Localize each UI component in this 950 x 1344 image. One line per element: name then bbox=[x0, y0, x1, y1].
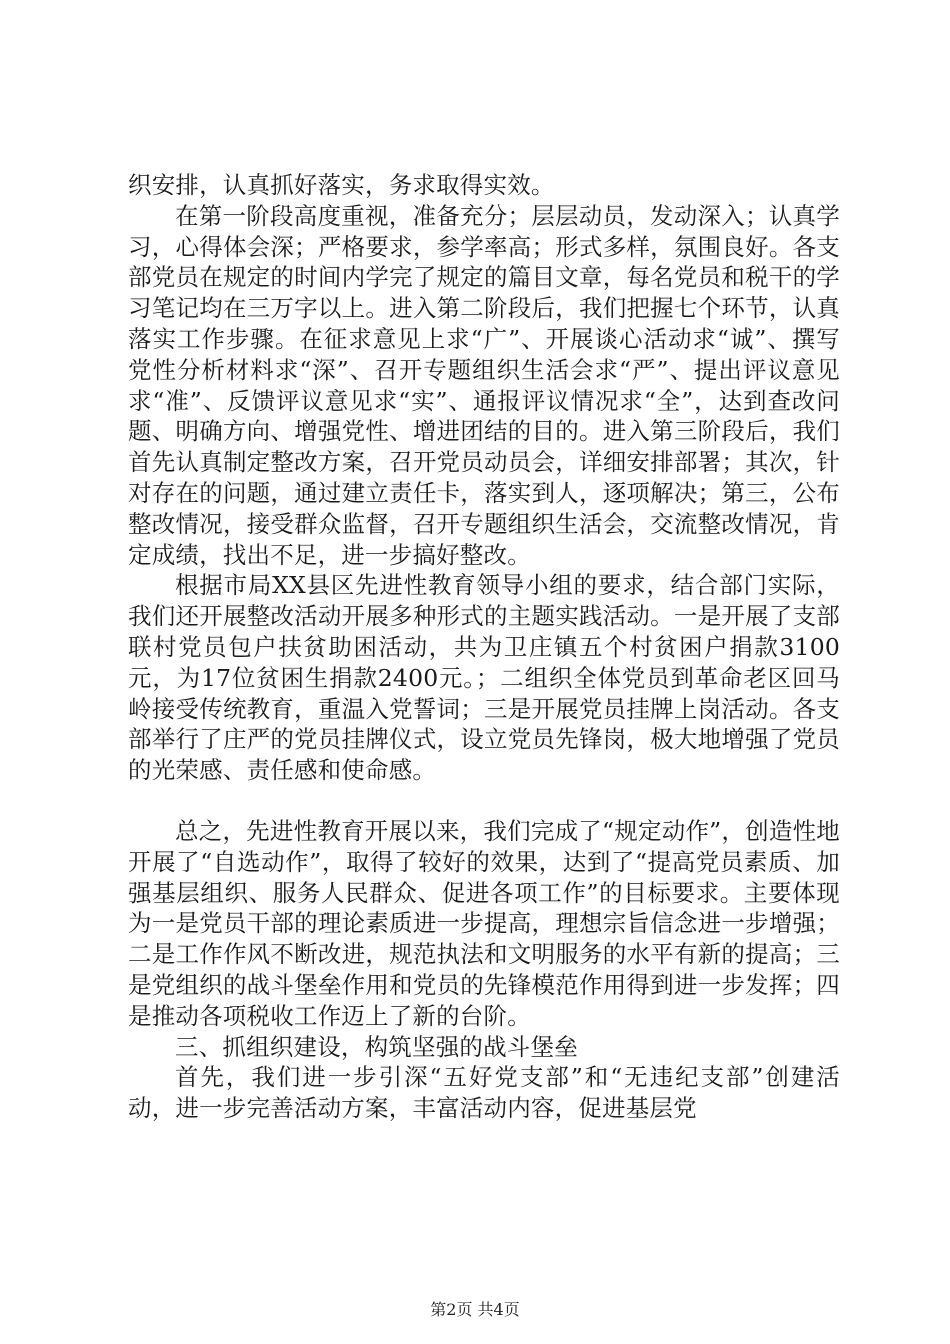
document-body bbox=[128, 170, 840, 1124]
paragraph-continuation: 织安排，认真抓好落实，务求取得实效。 bbox=[128, 171, 555, 199]
page-number-footer: 第2页 共4页 bbox=[430, 1300, 520, 1319]
paragraph-stages: 在第一阶段高度重视，准备充分；层层动员，发动深入；认真学习，心得体会深；严格要求，参学率高；形式多样，氛围良好。各支部党员在规定的时间内学完了规定的篇目文章，每名党员和税干的学习笔记均在三万字以上。进入第二阶段后，我们把握七个环节，认真落实工作步骤。在征求意见上求“广”、开展谈心活动求“诚”、撰写党性分析材料求“深”、召开专题组织生活会求“严”、提出评议意见求“准”、反馈评议意见求“实”、通报评议情况求“全”，达到查改问题、明确方向、增强党性、增进团结的目的。进入第三阶段后，我们首先认真制定整改方案，召开党员动员会，详细安排部署；其次，针对存在的问题，通过建立责任卡，落实到人，逐项解决；第三，公布整改情况，接受群众监督，召开专题组织生活会，交流整改情况，肯定成绩，找出不足，进一步搞好整改。 bbox=[128, 201, 840, 569]
section-heading: 三、抓组织建设，构筑坚强的战斗堡垒 bbox=[175, 1032, 578, 1061]
paragraph-gap bbox=[128, 786, 840, 816]
paragraph-summary: 总之，先进性教育开展以来，我们完成了“规定动作”，创造性地开展了“自选动作”，取得了较好的效果，达到了“提高党员素质、加强基层组织、服务人民群众、促进各项工作”的目标要求。主要体现为一是党员干部的理论素质进一步提高，理想宗旨信念进一步增强；二是工作作风不断改进，规范执法和文明服务的水平有新的提高；三是党组织的战斗堡垒作用和党员的先锋模范作用得到进一步发挥；四是推动各项税收工作迈上了新的台阶。 bbox=[128, 816, 840, 1030]
paragraph-organization-building: 首先，我们进一步引深“五好党支部”和“无违纪支部”创建活动，进一步完善活动方案，丰富活动内容，促进基层党 bbox=[128, 1063, 840, 1123]
paragraph-practice-activities: 根据市局XX县区先进性教育领导小组的要求，结合部门实际，我们还开展整改活动开展多种形式的主题实践活动。一是开展了支部联村党员包户扶贫助困活动，共为卫庄镇五个村贫困户捐款3100元，为17位贫困生捐款2400元。；二组织全体党员到革命老区回马岭接受传统教育，重温入党誓词；三是开展党员挂牌上岗活动。各支部举行了庄严的党员挂牌仪式，设立党员先锋岗，极大地增强了党员的光荣感、责任感和使命感。 bbox=[128, 571, 840, 785]
